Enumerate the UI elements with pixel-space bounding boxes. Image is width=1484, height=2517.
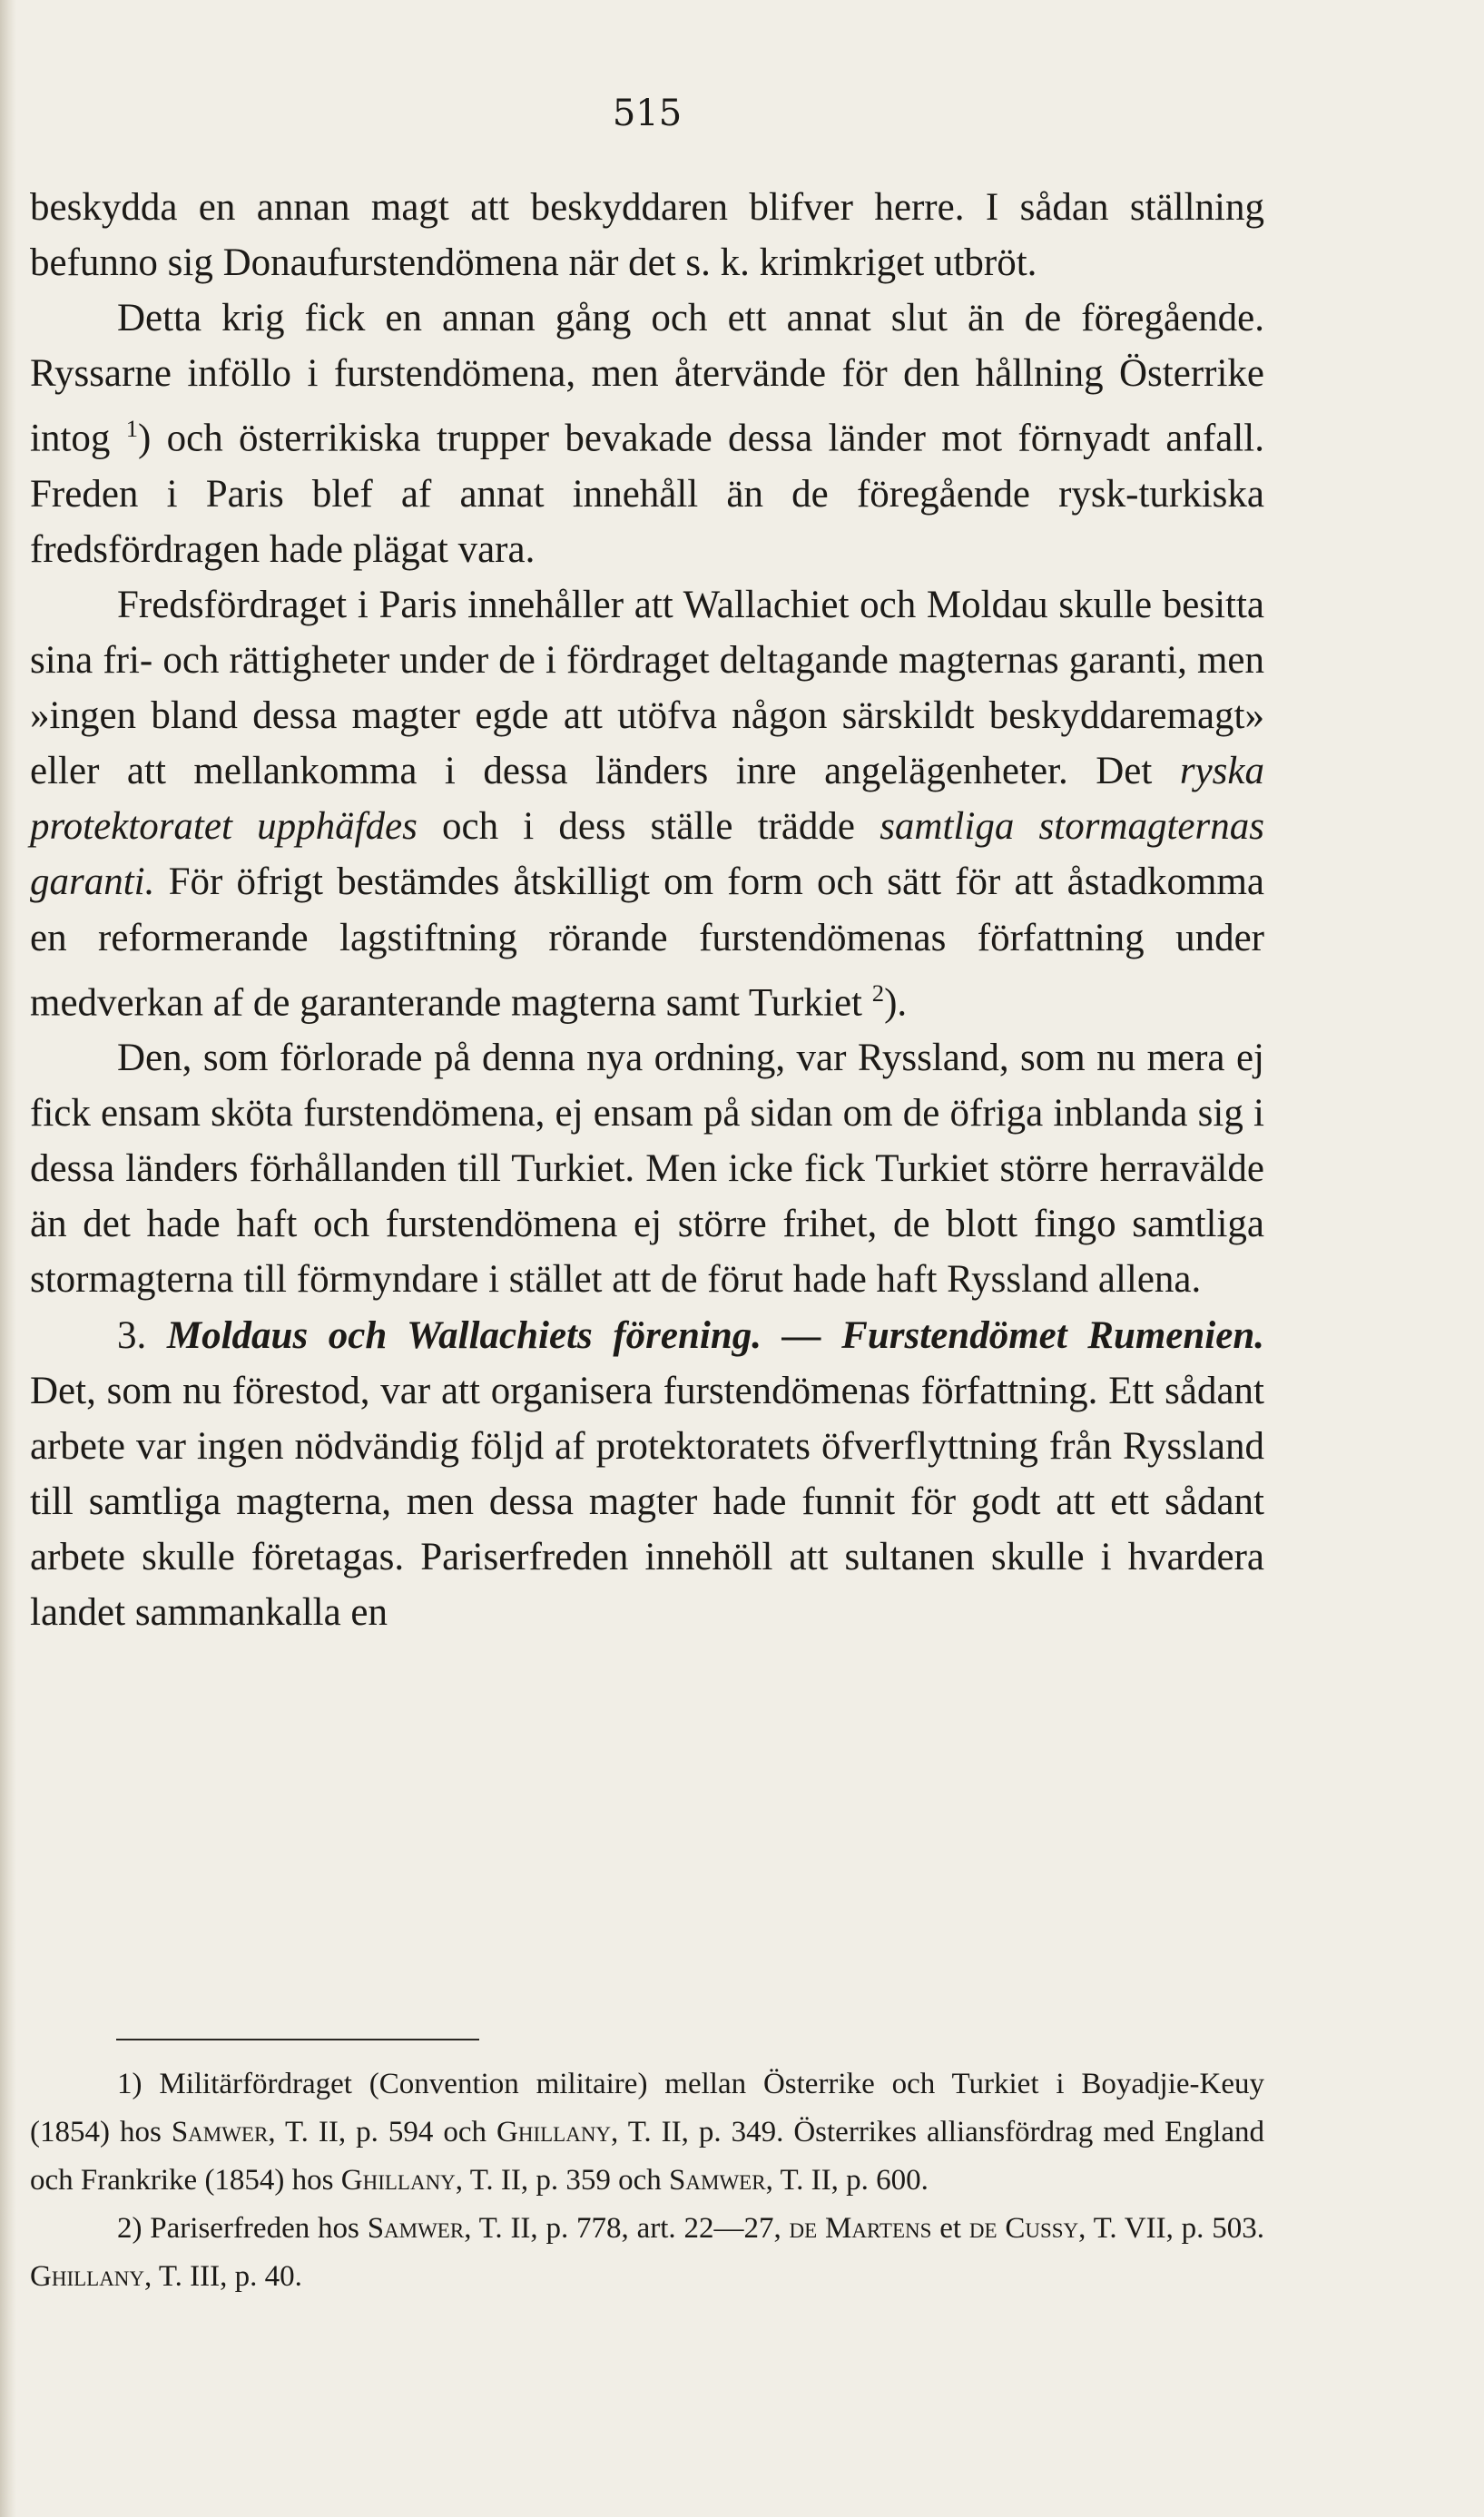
text-run: , T. VII, p. 503. (1078, 2212, 1264, 2245)
footnote-ref: 1 (125, 415, 139, 443)
text-run: , T. II, p. 594 och (268, 2116, 497, 2148)
text-run: , T. III, p. 40. (144, 2260, 302, 2293)
footnote (30, 2205, 1264, 2301)
paragraph (30, 1030, 1264, 1307)
page-edge (0, 0, 16, 2517)
footnote-ref: 2 (871, 978, 885, 1007)
text-run: , T. II, p. 349. Österrikes alliansfördrag med England och Frankrike (1854) hos (30, 2116, 1264, 2197)
emphasis: samtliga stormagternas garanti. (30, 805, 1264, 904)
text-run: För öfrigt bestämdes åtskilligt om form och sätt för att åstadkomma en reformerande lagstiftning rörande furstendömenas författning under medverkan af de garanterande magterna samt Turkiet (30, 860, 1264, 1024)
text-run: Fredsfördraget i Paris innehåller att Wallachiet och Moldau skulle besitta sina fri- och rättigheter under de i fördraget deltagande magternas garanti, men »ingen bland dessa magter egde att utöfva någon särskildt beskyddaremagt» eller att mellankomma i dessa länders inre angelägenheter. Det (30, 583, 1264, 793)
text-run: Det, som nu förestod, var att organisera furstendömenas författning. Ett sådant arbete var ingen nödvändig följd af protektoratets öfverflyttning från Ryssland till samtliga magterna, men dessa magter hade funnit för godt att ett sådant arbete skulle företagas. Pariserfreden innehöll att sultanen skulle i hvardera landet sammankalla en (30, 1369, 1264, 1634)
paragraph (30, 1308, 1264, 1641)
text-run: 1) Militärfördraget (Convention militaire) mellan Österrike och Turkiet i Boyadjie-Keuy (1854) hos (30, 2068, 1264, 2148)
text-run: och i dess ställe trädde (417, 805, 880, 849)
text-run: 2) Pariserfreden hos (117, 2212, 368, 2245)
author-name: Samwer (171, 2116, 269, 2148)
footnotes (30, 2060, 1264, 2301)
paragraph (30, 577, 1264, 1030)
author-name: Ghillany (340, 2164, 456, 2197)
footnote-rule (116, 2039, 479, 2040)
emphasis: ryska protektoratet upphäfdes (30, 750, 1264, 849)
text-run: , T. II, p. 778, art. 22—27, (464, 2212, 790, 2245)
text-run: Detta krig fick en annan gång och ett annat slut än de föregående. Ryssarne inföllo i furstendömena, men återvände för den hållning Österrike intog (30, 297, 1264, 460)
paragraph (30, 180, 1264, 290)
author-name: de Martens (789, 2212, 932, 2245)
footnote (30, 2060, 1264, 2205)
text-run: ). (884, 980, 908, 1024)
text-run: , T. II, p. 600. (765, 2164, 929, 2197)
section-heading: Moldaus och Wallachiets förening. — Furstendömet Rumenien. (166, 1313, 1264, 1357)
text-run: ) och österrikiska trupper bevakade dessa länder mot förnyadt anfall. Freden i Paris blef af annat innehåll än de föregående rysk-turkiska fredsfördragen hade plägat vara. (30, 417, 1264, 571)
paragraph (30, 290, 1264, 577)
text-run: , T. II, p. 359 och (455, 2164, 670, 2197)
author-name: Samwer (367, 2212, 465, 2245)
author-name: Ghillany (30, 2260, 145, 2293)
page-number: 515 (612, 93, 683, 134)
author-name: Ghillany (496, 2116, 612, 2148)
author-name: Samwer (669, 2164, 766, 2197)
author-name: de Cussy (968, 2212, 1079, 2245)
text-run: Den, som förlorade på denna nya ordning, var Ryssland, som nu mera ej fick ensam sköta furstendömena, ej ensam på sidan om de öfriga inblanda sig i dessa länders förhållanden till Turkiet. Men icke fick Turkiet större herravälde än det hade haft och furstendömena ej större frihet, de blott fingo samtliga stormagterna till förmyndare i stället att de förut hade haft Ryssland allena. (30, 1037, 1264, 1302)
text-run: 3. (117, 1313, 167, 1357)
body-text (30, 180, 1264, 1640)
text-run: beskydda en annan magt att beskyddaren blifver herre. I sådan ställning befunno sig Donaufurstendömena när det s. k. krimkriget utbröt. (30, 186, 1264, 285)
text-run: et (931, 2212, 969, 2245)
